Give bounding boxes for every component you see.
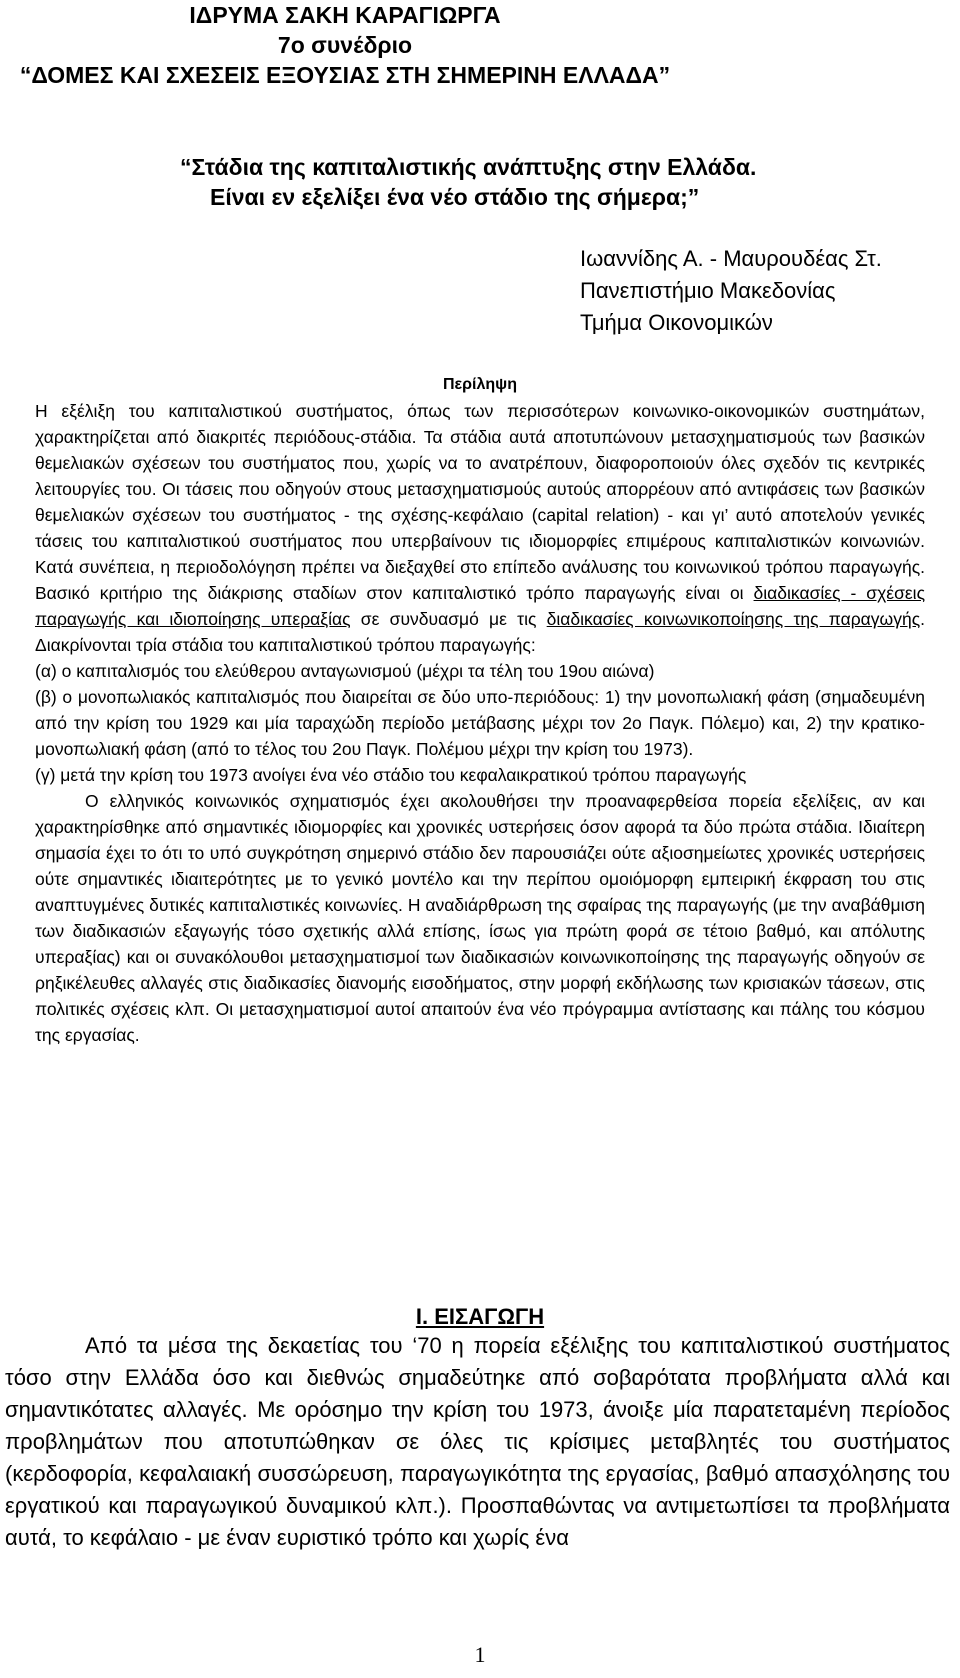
paper-title-line-1: “Στάδια της καπιταλιστικής ανάπτυξης στην Ελλάδα. xyxy=(180,154,757,180)
stage-b-item: (β) ο μονοπωλιακός καπιταλισμός που διαιρείται σε δύο υπο-περιόδους: 1) την μονοπωλιακή φάση (σημαδευμένη από την κρίση του 1929 και μία ταραχώδη περίοδο μετάβασης μέχρι τον 2ο Παγκ. Πόλεμο) και, 2) την κρατικο-μονοπωλιακή φάση (από το τέλος του 2ου Παγκ. Πολέμου μέχρι την κρίση του 1973). xyxy=(35,687,925,759)
author-university: Πανεπιστήμιο Μακεδονίας xyxy=(580,278,836,303)
conference-theme: “ΔΟΜΕΣ ΚΑΙ ΣΧΕΣΕΙΣ ΕΞΟΥΣΙΑΣ ΣΤΗ ΣΗΜΕΡΙΝΗ ΕΛΛΑΔΑ” xyxy=(19,62,671,88)
underlined-term-socialization: διαδικασίες κοινωνικοποίησης της παραγωγής xyxy=(546,609,921,629)
author-department: Τμήμα Οικονομικών xyxy=(580,310,773,335)
abstract-text: . Διακρίνονται τρία στάδια του καπιταλιστικού τρόπου παραγωγής: xyxy=(35,609,926,655)
section-heading xyxy=(0,1302,960,1332)
conference-label: 7ο συνέδριο xyxy=(277,32,413,58)
abstract-body xyxy=(35,398,925,1048)
stage-c-item: (γ) μετά την κρίση του 1973 ανοίγει ένα νέο στάδιο του κεφαλαικρατικού τρόπου παραγωγής xyxy=(35,765,747,785)
page-number: 1 xyxy=(474,1642,486,1667)
section-paragraph-1: Από τα μέσα της δεκαετίας του ‘70 η πορεία εξέλιξης του καπιταλιστικού συστήματος τόσο στην Ελλάδα όσο και διεθνώς σημαδεύτηκε από σοβαρότατα προβλήματα αλλά και σημαντικότατες αλλαγές. Με ορόσημο την κρίση του 1973, άνοιξε μία παρατεταμένη περίοδος προβλημάτων που αποτυπώθηκαν σε όλες τις κρίσιμες μεταβλητές του συστήματος (κερδοφορία, κεφαλαιακή συσσώρευση, παραγωγικότητα της εργασίας, βαθμό απασχόλησης του εργατικού και παραγωγικού δυναμικού κλπ.). Προσπαθώντας να αντιμετωπίσει τα προβλήματα αυτά, το κεφάλαιο - με έναν ευριστικό τρόπο και χωρίς ένα xyxy=(5,1333,950,1550)
section-heading-text: Ι. ΕΙΣΑΓΩΓΗ xyxy=(415,1304,545,1329)
abstract-text: Η εξέλιξη του καπιταλιστικού συστήματος, όπως των περισσότερων κοινωνικο-οικονομικών συστημάτων, χαρακτηρίζεται από διακριτές περιόδους-στάδια. Τα στάδια αυτά αποτυπώνουν μετασχηματισμούς των βασικών θεμελιακών σχέσεων του συστήματος που, χωρίς να το ανατρέπουν, διαφοροποιούν όλες σχεδόν τις κεντρικές λειτουργίες του. Οι τάσεις που οδηγούν στους μετασχηματισμούς αυτούς απορρέουν από αντιφάσεις των βασικών θεμελιακών σχέσεων του συστήματος - της σχέσης-κεφάλαιο (capital relation) - και γι’ αυτό αποτελούν γενικές τάσεις του καπιταλιστικού συστήματος που υπερβαίνουν τις ιδιομορφίες επιμέρους καπιταλιστικών κοινωνιών. Κατά συνέπεια, η περιοδολόγηση πρέπει να διεξαχθεί στο επίπεδο ανάλυσης του κοινωνικού τρόπου παραγωγής. Βασικό κριτήριο της διάκρισης σταδίων στον καπιταλιστικό τρόπο παραγωγής είναι οι xyxy=(35,401,925,603)
abstract-paragraph-2: Ο ελληνικός κοινωνικός σχηματισμός έχει ακολουθήσει την προαναφερθείσα πορεία εξελίξεις, αν και χαρακτηρίσθηκε από σημαντικές ιδιομορφίες και χρονικές υστερήσεις όσον αφορά τα δύο πρώτα στάδια. Ιδιαίτερη σημασία έχει το ότι το υπό συγκρότηση σημερινό στάδιο δεν παρουσιάζει ούτε αξιοσημείωτες χρονικές υστερήσεις ούτε σημαντικές ιδιαιτερότητες με το γενικό μοντέλο και την περίπου ομοιόμορφη εμπειρική έκφραση του στις αναπτυγμένες δυτικές καπιταλιστικές κοινωνίες. Η αναδιάρθρωση της σφαίρας της παραγωγής (με την αναβάθμιση των διαδικασιών εξαγωγής τόσο σχετικής αλλά επίσης, ίσως για πρώτη φορά σε τέτοιο βαθμό, και απόλυτης υπεραξίας) και οι συνακόλουθοι μετασχηματισμοί των διαδικασιών κοινωνικοποίησης της παραγωγής οδηγούν σε ρηξικέλευθες αλλαγές στις διαδικασίες διανομής εισοδήματος, στην μορφή εκδήλωσης των κρισιακών τάσεων, στις πολιτικές σχέσεις κλπ. Οι μετασχηματισμοί αυτοί απαιτούν ένα νέο πρόγραμμα αντίστασης και πάλης του κόσμου της εργασίας. xyxy=(35,791,925,1045)
section-body xyxy=(5,1330,950,1554)
underlined-term-surplus: διαδικασίες - σχέσεις παραγωγής και ιδιοποίησης υπεραξίας xyxy=(35,583,926,629)
abstract-text: σε συνδυασμό με τις xyxy=(350,609,547,629)
stage-a-item: (α) ο καπιταλισμός του ελεύθερου ανταγωνισμού (μέχρι τα τέλη του 19ου αιώνα) xyxy=(35,661,655,681)
abstract-paragraph-1 xyxy=(35,398,925,658)
author-names: Ιωαννίδης Α. - Μαυρουδέας Στ. xyxy=(580,246,882,271)
institution-name: ΙΔΡΥΜΑ ΣΑΚΗ ΚΑΡΑΓΙΩΡΓΑ xyxy=(189,2,501,28)
paper-title-line-2: Είναι εν εξελίξει ένα νέο στάδιο της σήμερα;” xyxy=(210,184,700,210)
abstract-heading: Περίληψη xyxy=(443,376,517,393)
